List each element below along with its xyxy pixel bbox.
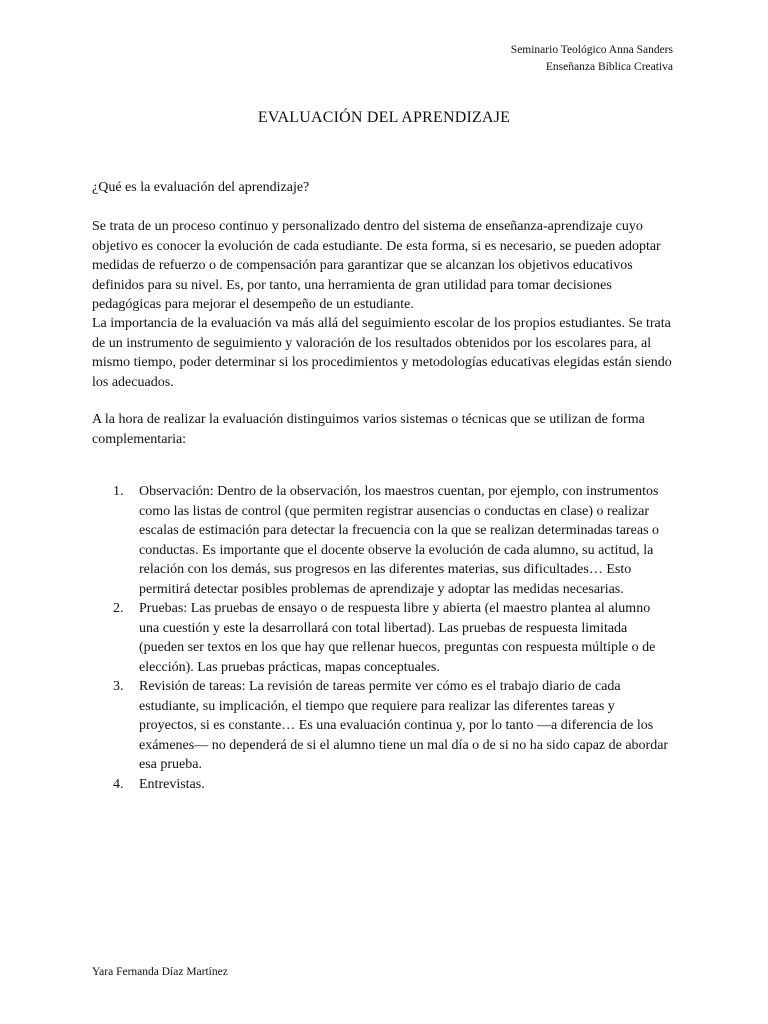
header-program: Enseñanza Bíblica Creativa [545, 61, 673, 73]
header-institution: Seminario Teológico Anna Sanders [510, 44, 673, 56]
document-header [511, 42, 673, 76]
systems-paragraph: A la hora de realizar la evaluación distinguimos varios sistemas o técnicas que se utilizan de forma complementaria: [92, 412, 645, 447]
list-item-text: Pruebas: Las pruebas de ensayo o de respuesta libre y abierta (el maestro plantea al alumno una cuestión y este la desarrollará con total libertad). Las pruebas de respuesta limitada (pueden ser textos en los que hay que rellenar huecos, preguntas con respuesta múltiple o de elección). Las pruebas prácticas, mapas conceptuales. [139, 601, 656, 675]
list-item [92, 482, 672, 599]
list-item-number: 4. [113, 776, 124, 792]
list-item-text: Entrevistas. [139, 776, 205, 792]
list-item-text: Observación: Dentro de la observación, los maestros cuentan, por ejemplo, con instrumentos como las listas de control (que permiten registrar ausencias o conductas en clase) o realizar escalas de estimación para detectar la frecuencia con la que se realizan determinadas tareas o conductas. Es importante que el docente observe la evolución de cada alumno, su actitud, la relación con los demás, sus progresos en las diferentes materias, sus dificultades… Esto permitirá detectar posibles problemas de aprendizaje y adoptar las medidas necesarias. [139, 484, 660, 597]
page-title: EVALUACIÓN DEL APRENDIZAJE [257, 109, 511, 126]
question-paragraph: ¿Qué es la evaluación del aprendizaje? [92, 180, 310, 195]
list-item [92, 775, 672, 795]
techniques-list [92, 482, 672, 794]
list-item-text: Revisión de tareas: La revisión de tareas permite ver cómo es el trabajo diario de cada estudiante, su implicación, el tiempo que requiere para realizar las diferentes tareas y proyectos, si es constante… Es una evaluación continua y, por lo tanto —a diferencia de los exámenes— no dependerá de si el alumno tiene un mal día o de si no ha sido capaz de abordar esa prueba. [139, 679, 669, 772]
list-item-number: 1. [113, 484, 124, 499]
list-item [92, 677, 672, 775]
list-item [92, 599, 672, 677]
list-item-number: 2. [113, 601, 124, 616]
importance-paragraph: La importancia de la evaluación va más allá del seguimiento escolar de los propios estudiantes. Se trata de un instrumento de seguimiento y valoración de los resultados obtenidos por los escolares para, al mismo tiempo, poder determinar si los procedimientos y metodologías educativas elegidas están siendo los adecuados. [92, 316, 672, 390]
intro-paragraph: Se trata de un proceso continuo y personalizado dentro del sistema de enseñanza-aprendizaje cuyo objetivo es conocer la evolución de cada estudiante. De esta forma, si es necesario, se pueden adoptar medidas de refuerzo o de compensación para garantizar que se alcanzan los objetivos educativos definidos para su nivel. Es, por tanto, una herramienta de gran utilidad para tomar decisiones pedagógicas para mejorar el desempeño de un estudiante. [92, 219, 661, 312]
footer-author: Yara Fernanda Díaz Martínez [92, 966, 228, 978]
list-item-number: 3. [113, 679, 124, 694]
